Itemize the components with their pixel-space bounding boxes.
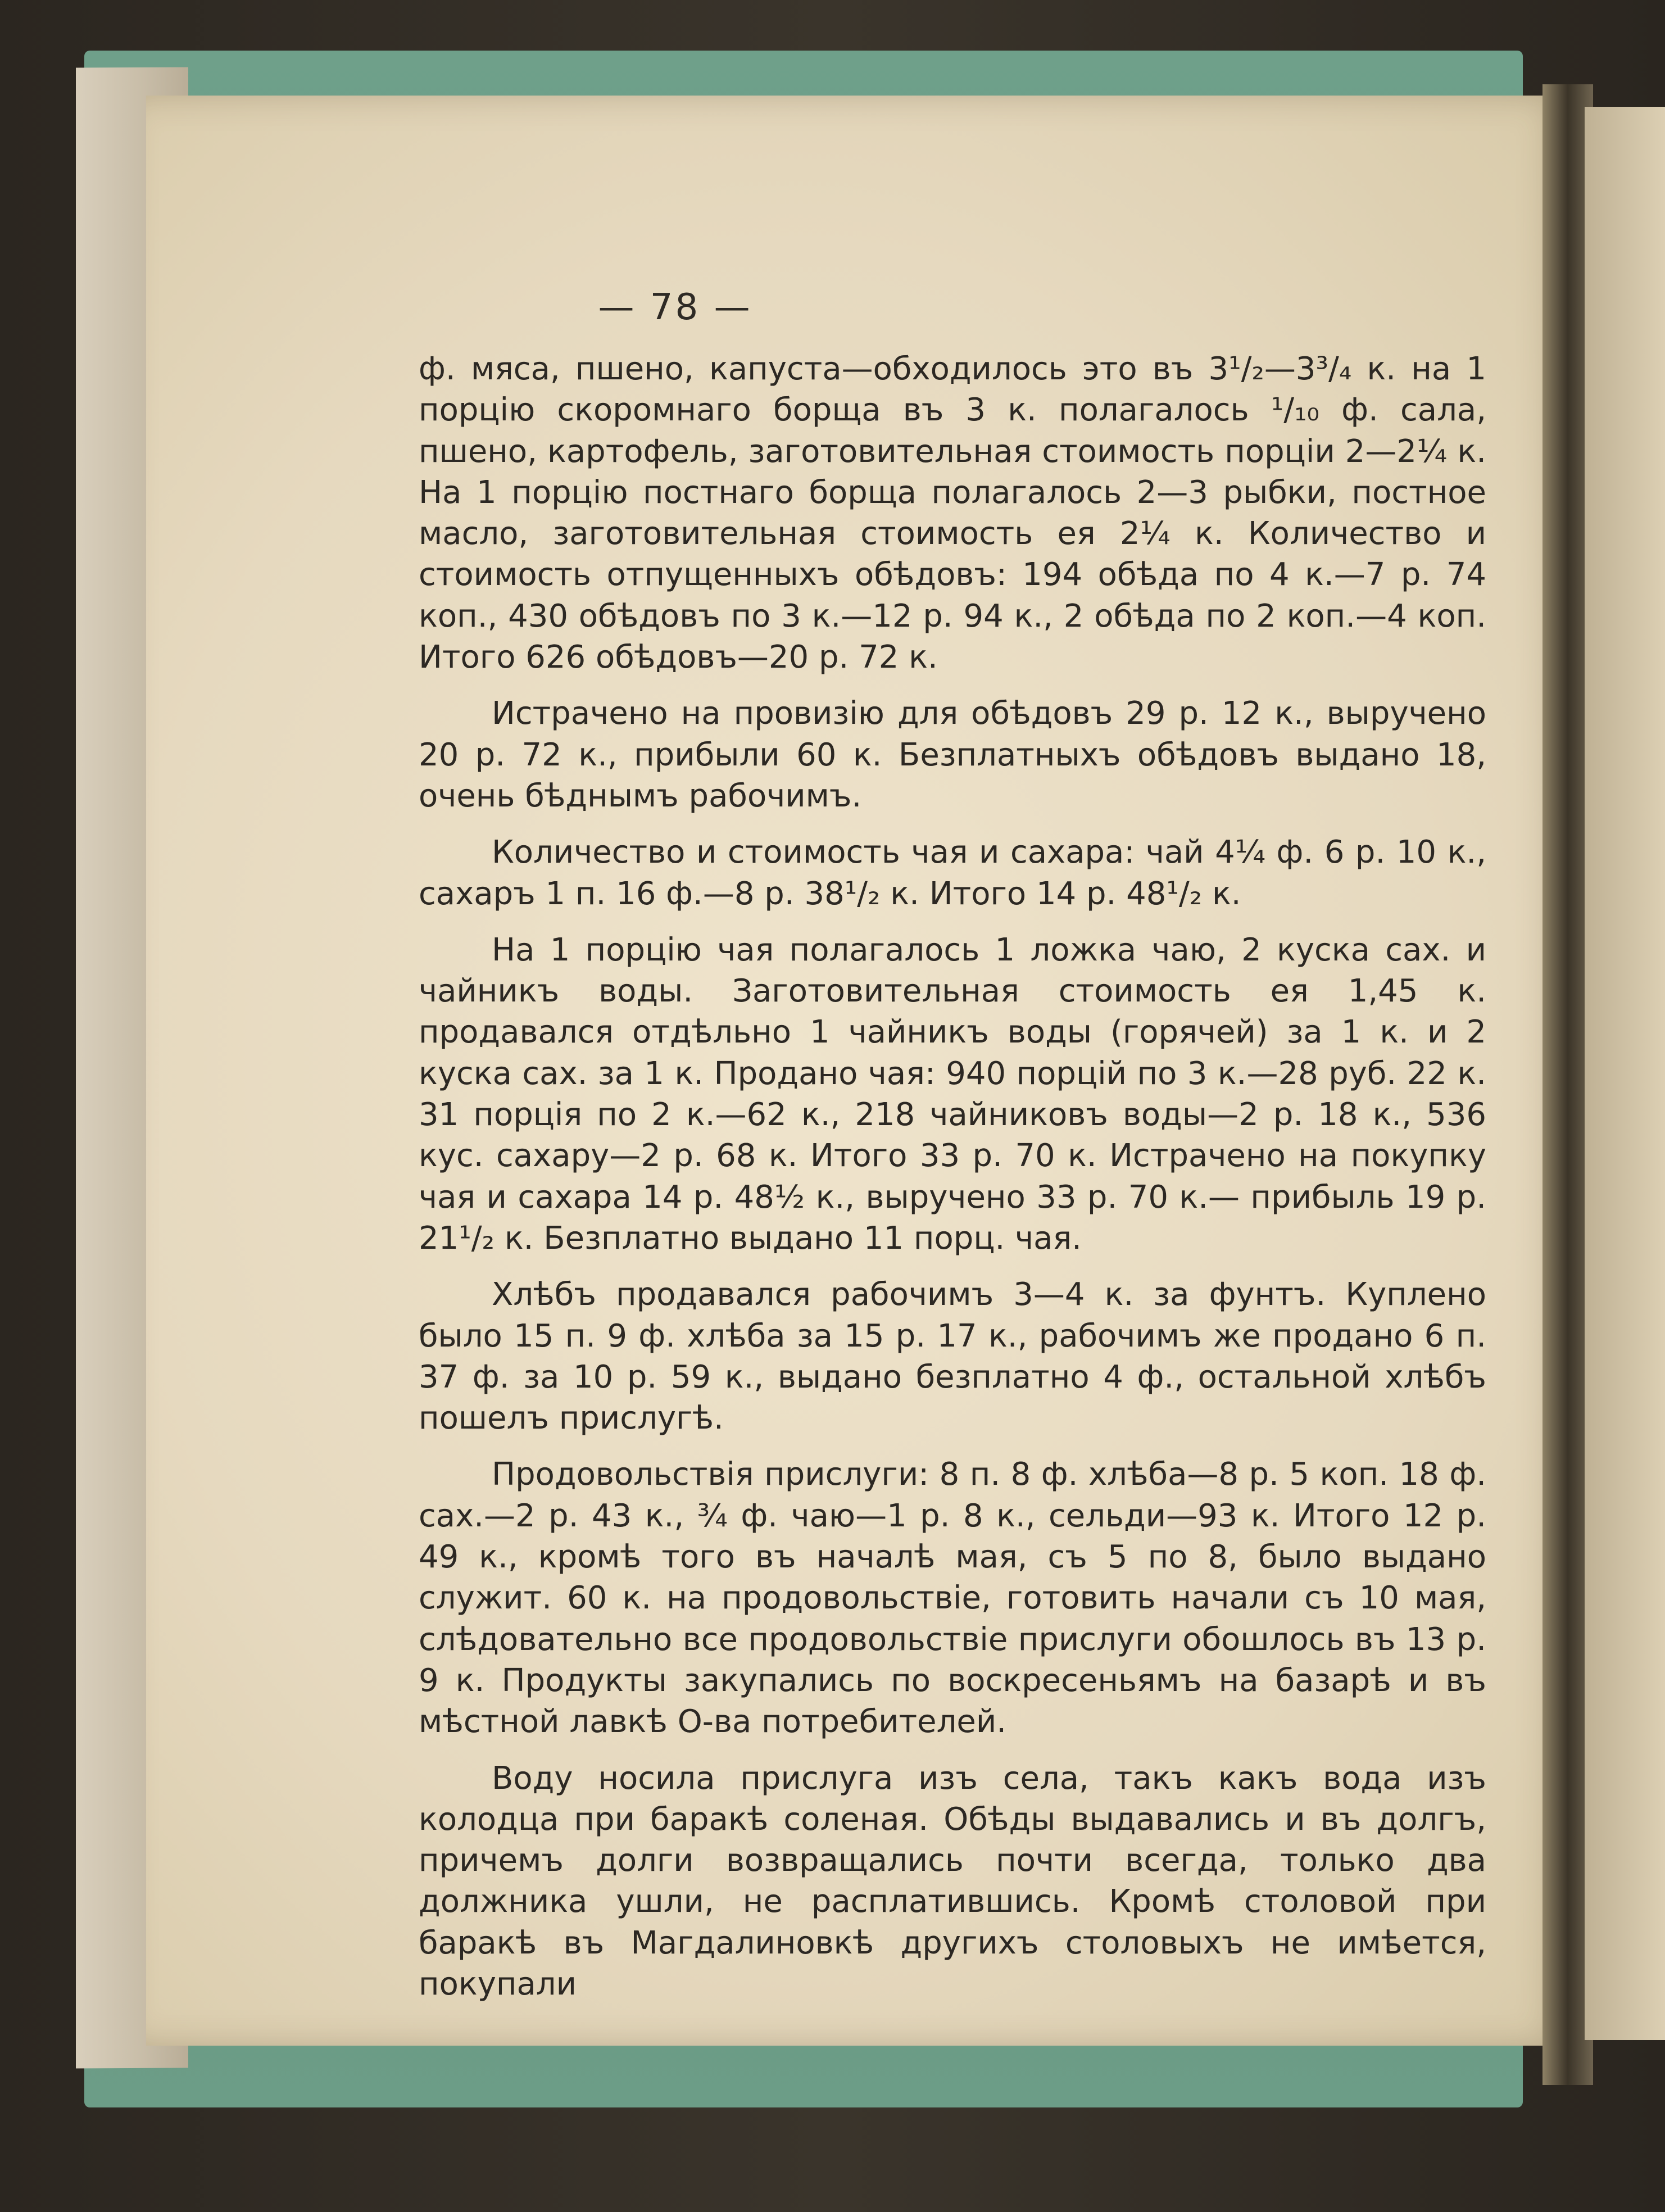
paragraph-7: Воду носила прислуга изъ села, такъ какъ вода изъ колодца при баракѣ соленая. Обѣды выдавались и въ долгъ, причемъ долги возвращались почти всегда, только два должника ушли, не расплатившись. Кромѣ столовой при баракѣ въ Магдалиновкѣ другихъ столовыхъ не имѣется, покупали [419,1760,1486,2002]
paragraph-4: На 1 порцію чая полагалось 1 ложка чаю, 2 куска сах. и чайникъ воды. Заготовительная стоимость ея 1,45 к. продавался отдѣльно 1 чайникъ воды (горячей) за 1 к. и 2 куска сах. за 1 к. Продано чая: 940 порцій по 3 к.—28 руб. 22 к. 31 порція по 2 к.—62 к., 218 чайниковъ воды—2 р. 18 к., 536 кус. сахару—2 р. 68 к. Итого 33 р. 70 к. Истрачено на покупку чая и сахара 14 р. 48½ к., выручено 33 р. 70 к.— прибыль 19 р. 21¹/₂ к. Безплатно выдано 11 порц. чая. [419,931,1486,1257]
paragraph-2: Истрачено на провизію для обѣдовъ 29 р. 12 к., выручено 20 р. 72 к., прибыли 60 к. Безплатныхъ обѣдовъ выдано 18, очень бѣднымъ рабочимъ. [419,695,1486,814]
paragraph-5: Хлѣбъ продавался рабочимъ 3—4 к. за фунтъ. Куплено было 15 п. 9 ф. хлѣба за 15 р. 17 к., рабочимъ же продано 6 п. 37 ф. за 10 р. 59 к., выдано безплатно 4 ф., остальной хлѣбъ пошелъ прислугѣ. [419,1276,1486,1437]
page-number: — 78 — [598,287,752,328]
page-text [419,348,1486,2020]
paragraph-3: Количество и стоимость чая и сахара: чай 4¼ ф. 6 р. 10 к., сахаръ 1 п. 16 ф.—8 р. 38¹/₂ к. Итого 14 р. 48¹/₂ к. [419,834,1486,912]
paragraph-1: ф. мяса, пшено, капуста—обходилось это въ 3¹/₂—3³/₄ к. на 1 порцію скоромнаго борща въ 3 к. полагалось ¹/₁₀ ф. сала, пшено, картофель, заготовительная стоимость порціи 2—2¼ к. На 1 порцію постнаго борща полагалось 2—3 рыбки, постное масло, заготовительная стоимость ея 2¼ к. Количество и стоимость отпущенныхъ обѣдовъ: 194 обѣда по 4 к.—7 р. 74 коп., 430 обѣдовъ по 3 к.—12 р. 94 к., 2 обѣда по 2 коп.—4 коп. Итого 626 обѣдовъ—20 р. 72 к. [419,351,1486,676]
paragraph-6: Продовольствія прислуги: 8 п. 8 ф. хлѣба—8 р. 5 коп. 18 ф. сах.—2 р. 43 к., ¾ ф. чаю—1 р. 8 к., сельди—93 к. Итого 12 р. 49 к., кромѣ того въ началѣ мая, съ 5 по 8, было выдано служит. 60 к. на продовольствіе, готовить начали съ 10 мая, слѣдовательно все продовольствіе прислуги обошлось въ 13 р. 9 к. Продукты закупались по воскресеньямъ на базарѣ и въ мѣстной лавкѣ О-ва потребителей. [419,1456,1486,1740]
right-page-edge [1585,107,1665,2040]
